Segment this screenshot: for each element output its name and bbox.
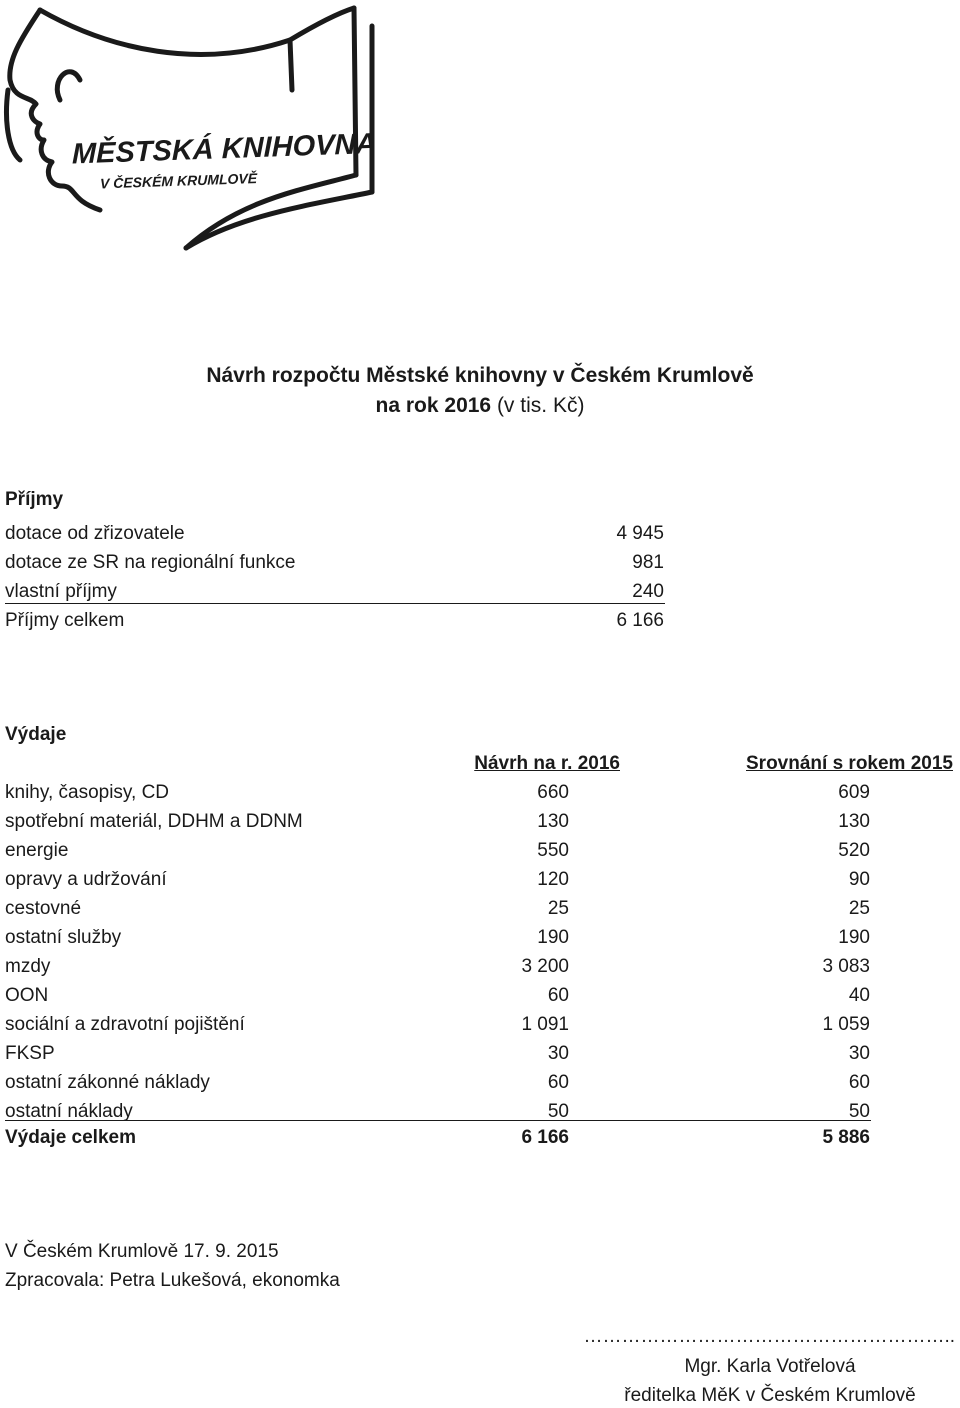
expense-row-2016: 550 bbox=[537, 840, 569, 861]
expense-row-2016: 30 bbox=[547, 1043, 569, 1064]
expense-row-2016: 50 bbox=[547, 1101, 569, 1122]
expense-row-2016: 660 bbox=[537, 782, 569, 803]
expense-row-label: knihy, časopisy, CD bbox=[5, 782, 170, 803]
income-row-label: vlastní příjmy bbox=[5, 581, 117, 602]
signer-name: Mgr. Karla Votřelová bbox=[684, 1356, 856, 1377]
subtitle-year: na rok 2016 bbox=[375, 394, 492, 417]
income-total-divider bbox=[5, 603, 665, 604]
expense-row-2015: 609 bbox=[838, 782, 870, 803]
expense-row-2016: 190 bbox=[537, 927, 569, 948]
expense-row-2016: 1 091 bbox=[521, 1014, 569, 1035]
expense-row-2016: 25 bbox=[547, 898, 569, 919]
expense-row-label: ostatní služby bbox=[5, 927, 122, 948]
expense-row-2015: 520 bbox=[838, 840, 870, 861]
expense-row-2015: 1 059 bbox=[822, 1014, 870, 1035]
expense-row-2016: 130 bbox=[537, 811, 569, 832]
expense-row-2015: 60 bbox=[848, 1072, 870, 1093]
expense-row-2016: 60 bbox=[547, 985, 569, 1006]
expense-row-label: cestovné bbox=[5, 898, 82, 919]
income-row-value: 981 bbox=[632, 552, 664, 573]
expense-row-2015: 25 bbox=[848, 898, 870, 919]
expenses-total-label: Výdaje celkem bbox=[5, 1127, 136, 1148]
expense-row-label: OON bbox=[5, 985, 49, 1006]
expense-row-2015: 3 083 bbox=[822, 956, 870, 977]
place-and-date: V Českém Krumlově 17. 9. 2015 bbox=[5, 1241, 279, 1262]
expense-row-2015: 190 bbox=[838, 927, 870, 948]
expenses-total-2015: 5 886 bbox=[822, 1127, 870, 1148]
income-row-value: 4 945 bbox=[616, 523, 664, 544]
expense-row-label: ostatní zákonné náklady bbox=[5, 1072, 210, 1093]
library-logo bbox=[0, 0, 390, 260]
expense-row-2016: 3 200 bbox=[521, 956, 569, 977]
column-header-2015: Srovnání s rokem 2015 bbox=[746, 753, 953, 774]
expense-row-label: mzdy bbox=[5, 956, 51, 977]
expense-row-label: ostatní náklady bbox=[5, 1101, 133, 1122]
income-row-label: dotace ze SR na regionální funkce bbox=[5, 552, 296, 573]
income-total-value: 6 166 bbox=[616, 610, 664, 631]
expenses-total-2016: 6 166 bbox=[521, 1127, 569, 1148]
expense-row-2015: 90 bbox=[848, 869, 870, 890]
prepared-by: Zpracovala: Petra Lukešová, ekonomka bbox=[5, 1270, 340, 1291]
expense-row-label: spotřební materiál, DDHM a DDNM bbox=[5, 811, 303, 832]
expense-row-2015: 130 bbox=[838, 811, 870, 832]
expense-row-label: sociální a zdravotní pojištění bbox=[5, 1014, 245, 1035]
subtitle-unit: (v tis. Kč) bbox=[491, 394, 585, 417]
expense-row-2016: 120 bbox=[537, 869, 569, 890]
document-subtitle bbox=[0, 394, 960, 418]
income-row-label: dotace od zřizovatele bbox=[5, 523, 185, 544]
income-row-value: 240 bbox=[632, 581, 664, 602]
document-title: Návrh rozpočtu Městské knihovny v Českém Krumlově bbox=[206, 364, 754, 387]
expenses-total-divider bbox=[5, 1120, 871, 1121]
logo-subtitle: V ČESKÉM KRUMLOVĚ bbox=[100, 170, 258, 192]
expense-row-2015: 40 bbox=[848, 985, 870, 1006]
expenses-heading: Výdaje bbox=[5, 724, 67, 745]
income-total-label: Příjmy celkem bbox=[5, 610, 125, 631]
column-header-2016: Návrh na r. 2016 bbox=[474, 753, 620, 774]
expense-row-label: energie bbox=[5, 840, 69, 861]
signer-role: ředitelka MěK v Českém Krumlově bbox=[624, 1385, 916, 1406]
signature-line: ………………………………………………….. bbox=[583, 1326, 955, 1347]
expense-row-2015: 50 bbox=[848, 1101, 870, 1122]
expense-row-2016: 60 bbox=[547, 1072, 569, 1093]
expense-row-label: FKSP bbox=[5, 1043, 55, 1064]
expense-row-2015: 30 bbox=[848, 1043, 870, 1064]
income-heading: Příjmy bbox=[5, 489, 64, 510]
expense-row-label: opravy a udržování bbox=[5, 869, 167, 890]
logo-title: MĚSTSKÁ KNIHOVNA bbox=[72, 127, 377, 171]
